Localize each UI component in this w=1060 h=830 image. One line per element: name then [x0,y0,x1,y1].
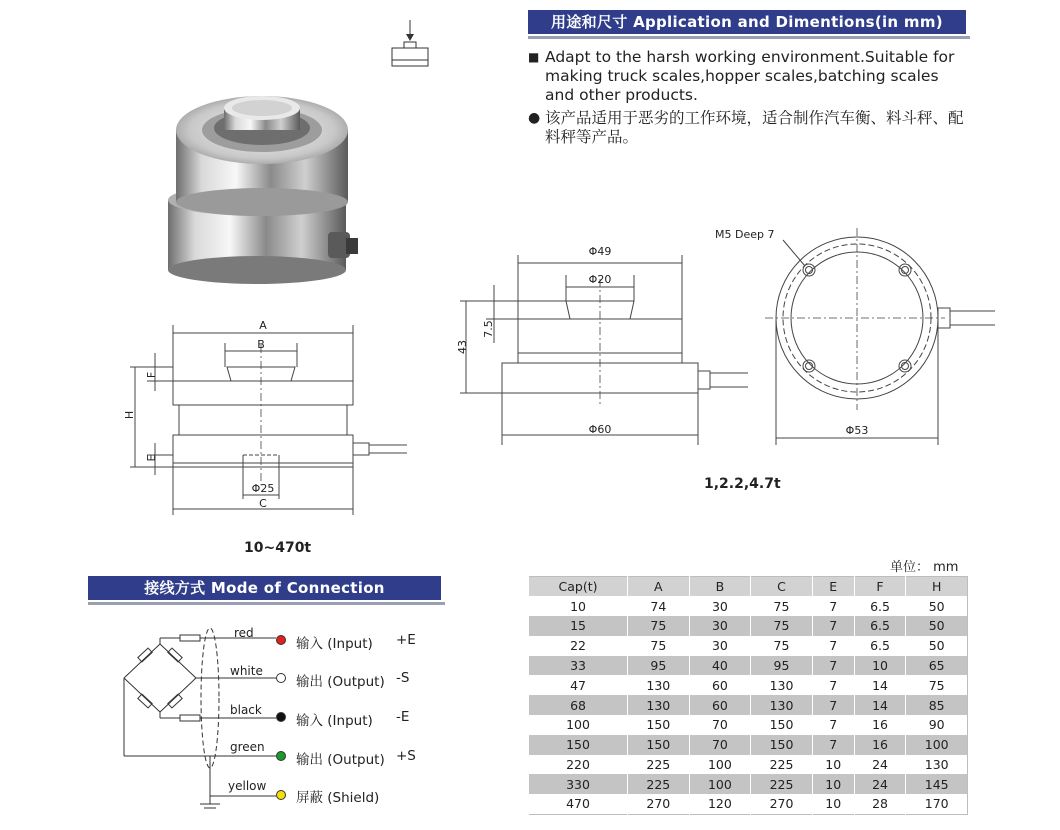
table-cell: 14 [854,695,906,715]
table-cell: 270 [628,794,690,814]
table-cell: 75 [906,675,968,695]
bullet-chinese-text: 该产品适用于恶劣的工作环境，适合制作汽车衡、料斗秤、配料秤等产品。 [545,109,964,146]
spec-table [528,576,968,815]
table-cell: 225 [751,774,813,794]
table-cell: 100 [529,715,628,735]
table-cell: 60 [689,695,751,715]
unit-label: 单位： mm [890,560,959,575]
table-cell: 6.5 [854,596,906,616]
table-cell: 10 [812,774,854,794]
table-cell: 95 [751,656,813,676]
wire-label-green: green [230,740,265,754]
table-row [529,616,968,636]
table-cell: 33 [529,656,628,676]
table-row [529,794,968,814]
label-h43: 43 [456,340,469,354]
table-cell: 7 [812,715,854,735]
conn-white-text: 输出 (Output) [296,674,385,690]
table-cell: 30 [689,596,751,616]
caption-left: 10~470t [244,540,312,556]
table-cell: 75 [751,596,813,616]
table-cell: 225 [628,755,690,775]
table-cell: 10 [529,596,628,616]
table-cell: 100 [689,774,751,794]
table-cell: 145 [906,774,968,794]
table-cell: 130 [751,675,813,695]
table-cell: 7 [812,616,854,636]
table-cell: 40 [689,656,751,676]
conn-red-text: 输入 (Input) [296,636,373,652]
table-cell: 7 [812,675,854,695]
table-cell: 75 [751,616,813,636]
header-b: B [689,577,751,597]
table-cell: 330 [529,774,628,794]
label-d53: Φ53 [845,424,869,437]
table-row [529,656,968,676]
table-cell: 15 [529,616,628,636]
table-cell: 270 [751,794,813,814]
drawing-left [115,315,415,525]
table-cell: 50 [906,636,968,656]
table-cell: 75 [751,636,813,656]
table-cell: 10 [854,656,906,676]
table-cell: 10 [812,794,854,814]
wire-label-red: red [234,626,254,640]
force-arrow-icon [388,16,432,72]
wire-label-yellow: yellow [228,779,267,793]
conn-black-sign: -E [396,709,410,725]
round-bullet-icon: ● [528,110,541,126]
bullet-chinese [528,109,968,147]
label-m5: M5 Deep 7 [715,228,775,241]
table-cell: 130 [628,675,690,695]
table-cell: 6.5 [854,616,906,636]
table-cell: 150 [751,735,813,755]
label-f: F [145,371,158,379]
table-header-row [529,577,968,597]
table-cell: 30 [689,636,751,656]
header-cap: Cap(t) [529,577,628,597]
conn-green-text: 输出 (Output) [296,752,385,768]
table-cell: 90 [906,715,968,735]
table-cell: 7 [812,695,854,715]
table-cell: 50 [906,616,968,636]
label-e: E [145,454,158,462]
table-cell: 74 [628,596,690,616]
table-cell: 14 [854,675,906,695]
table-cell: 70 [689,715,751,735]
label-h75: 7.5 [482,320,495,338]
table-row [529,715,968,735]
conn-white-sign: -S [396,670,410,686]
yellow-terminal-dot [276,790,286,800]
application-banner: 用途和尺寸 Application and Dimentions(in mm) [528,10,966,34]
table-cell: 470 [529,794,628,814]
table-cell: 225 [628,774,690,794]
label-c: C [259,497,267,510]
conn-red-sign: +E [396,632,416,648]
table-cell: 68 [529,695,628,715]
table-cell: 150 [628,735,690,755]
table-cell: 24 [854,755,906,775]
table-cell: 16 [854,715,906,735]
table-cell: 150 [628,715,690,735]
header-c: C [751,577,813,597]
white-terminal-dot [276,673,286,683]
table-cell: 130 [628,695,690,715]
black-terminal-dot [276,712,286,722]
product-photo [160,60,360,290]
green-terminal-dot [276,751,286,761]
table-cell: 75 [628,616,690,636]
application-bullets [528,48,968,149]
table-row [529,755,968,775]
table-cell: 60 [689,675,751,695]
table-cell: 220 [529,755,628,775]
conn-black-text: 输入 (Input) [296,713,373,729]
table-cell: 100 [689,755,751,775]
table-cell: 10 [812,755,854,775]
caption-right: 1,2.2,4.7t [704,476,781,492]
table-row [529,675,968,695]
table-cell: 170 [906,794,968,814]
label-d20: Φ20 [588,273,612,286]
wire-label-black: black [230,703,262,717]
connection-banner: 接线方式 Mode of Connection [88,576,441,600]
bullet-english [528,48,968,105]
table-cell: 150 [751,715,813,735]
table-cell: 150 [529,735,628,755]
table-row [529,695,968,715]
label-h: H [123,410,136,420]
table-cell: 120 [689,794,751,814]
table-cell: 30 [689,616,751,636]
label-b: B [257,338,265,351]
label-d25: Φ25 [251,482,275,495]
table-cell: 28 [854,794,906,814]
label-d49: Φ49 [588,245,612,258]
red-terminal-dot [276,635,286,645]
square-bullet-icon: ■ [528,50,540,64]
table-cell: 130 [751,695,813,715]
table-cell: 95 [628,656,690,676]
label-a: A [259,319,267,332]
table-cell: 47 [529,675,628,695]
conn-green-sign: +S [396,748,416,764]
table-cell: 50 [906,596,968,616]
drawing-right-top [705,220,1005,445]
table-row [529,596,968,616]
table-row [529,636,968,656]
conn-yellow-text: 屏蔽 (Shield) [296,790,380,806]
table-cell: 75 [628,636,690,656]
bullet-english-text: Adapt to the harsh working environment.Suitable for making truck scales,hopper scales,batching scales and other products. [545,48,955,104]
table-cell: 7 [812,656,854,676]
table-cell: 70 [689,735,751,755]
table-cell: 65 [906,656,968,676]
table-row [529,735,968,755]
table-cell: 22 [529,636,628,656]
header-e: E [812,577,854,597]
header-h: H [906,577,968,597]
label-d60: Φ60 [588,423,612,436]
table-cell: 7 [812,735,854,755]
table-cell: 24 [854,774,906,794]
table-cell: 130 [906,755,968,775]
header-a: A [628,577,690,597]
table-cell: 225 [751,755,813,775]
header-f: F [854,577,906,597]
table-cell: 7 [812,596,854,616]
wire-label-white: white [230,664,263,678]
table-cell: 100 [906,735,968,755]
table-cell: 16 [854,735,906,755]
table-cell: 6.5 [854,636,906,656]
table-row [529,774,968,794]
table-cell: 85 [906,695,968,715]
table-cell: 7 [812,636,854,656]
